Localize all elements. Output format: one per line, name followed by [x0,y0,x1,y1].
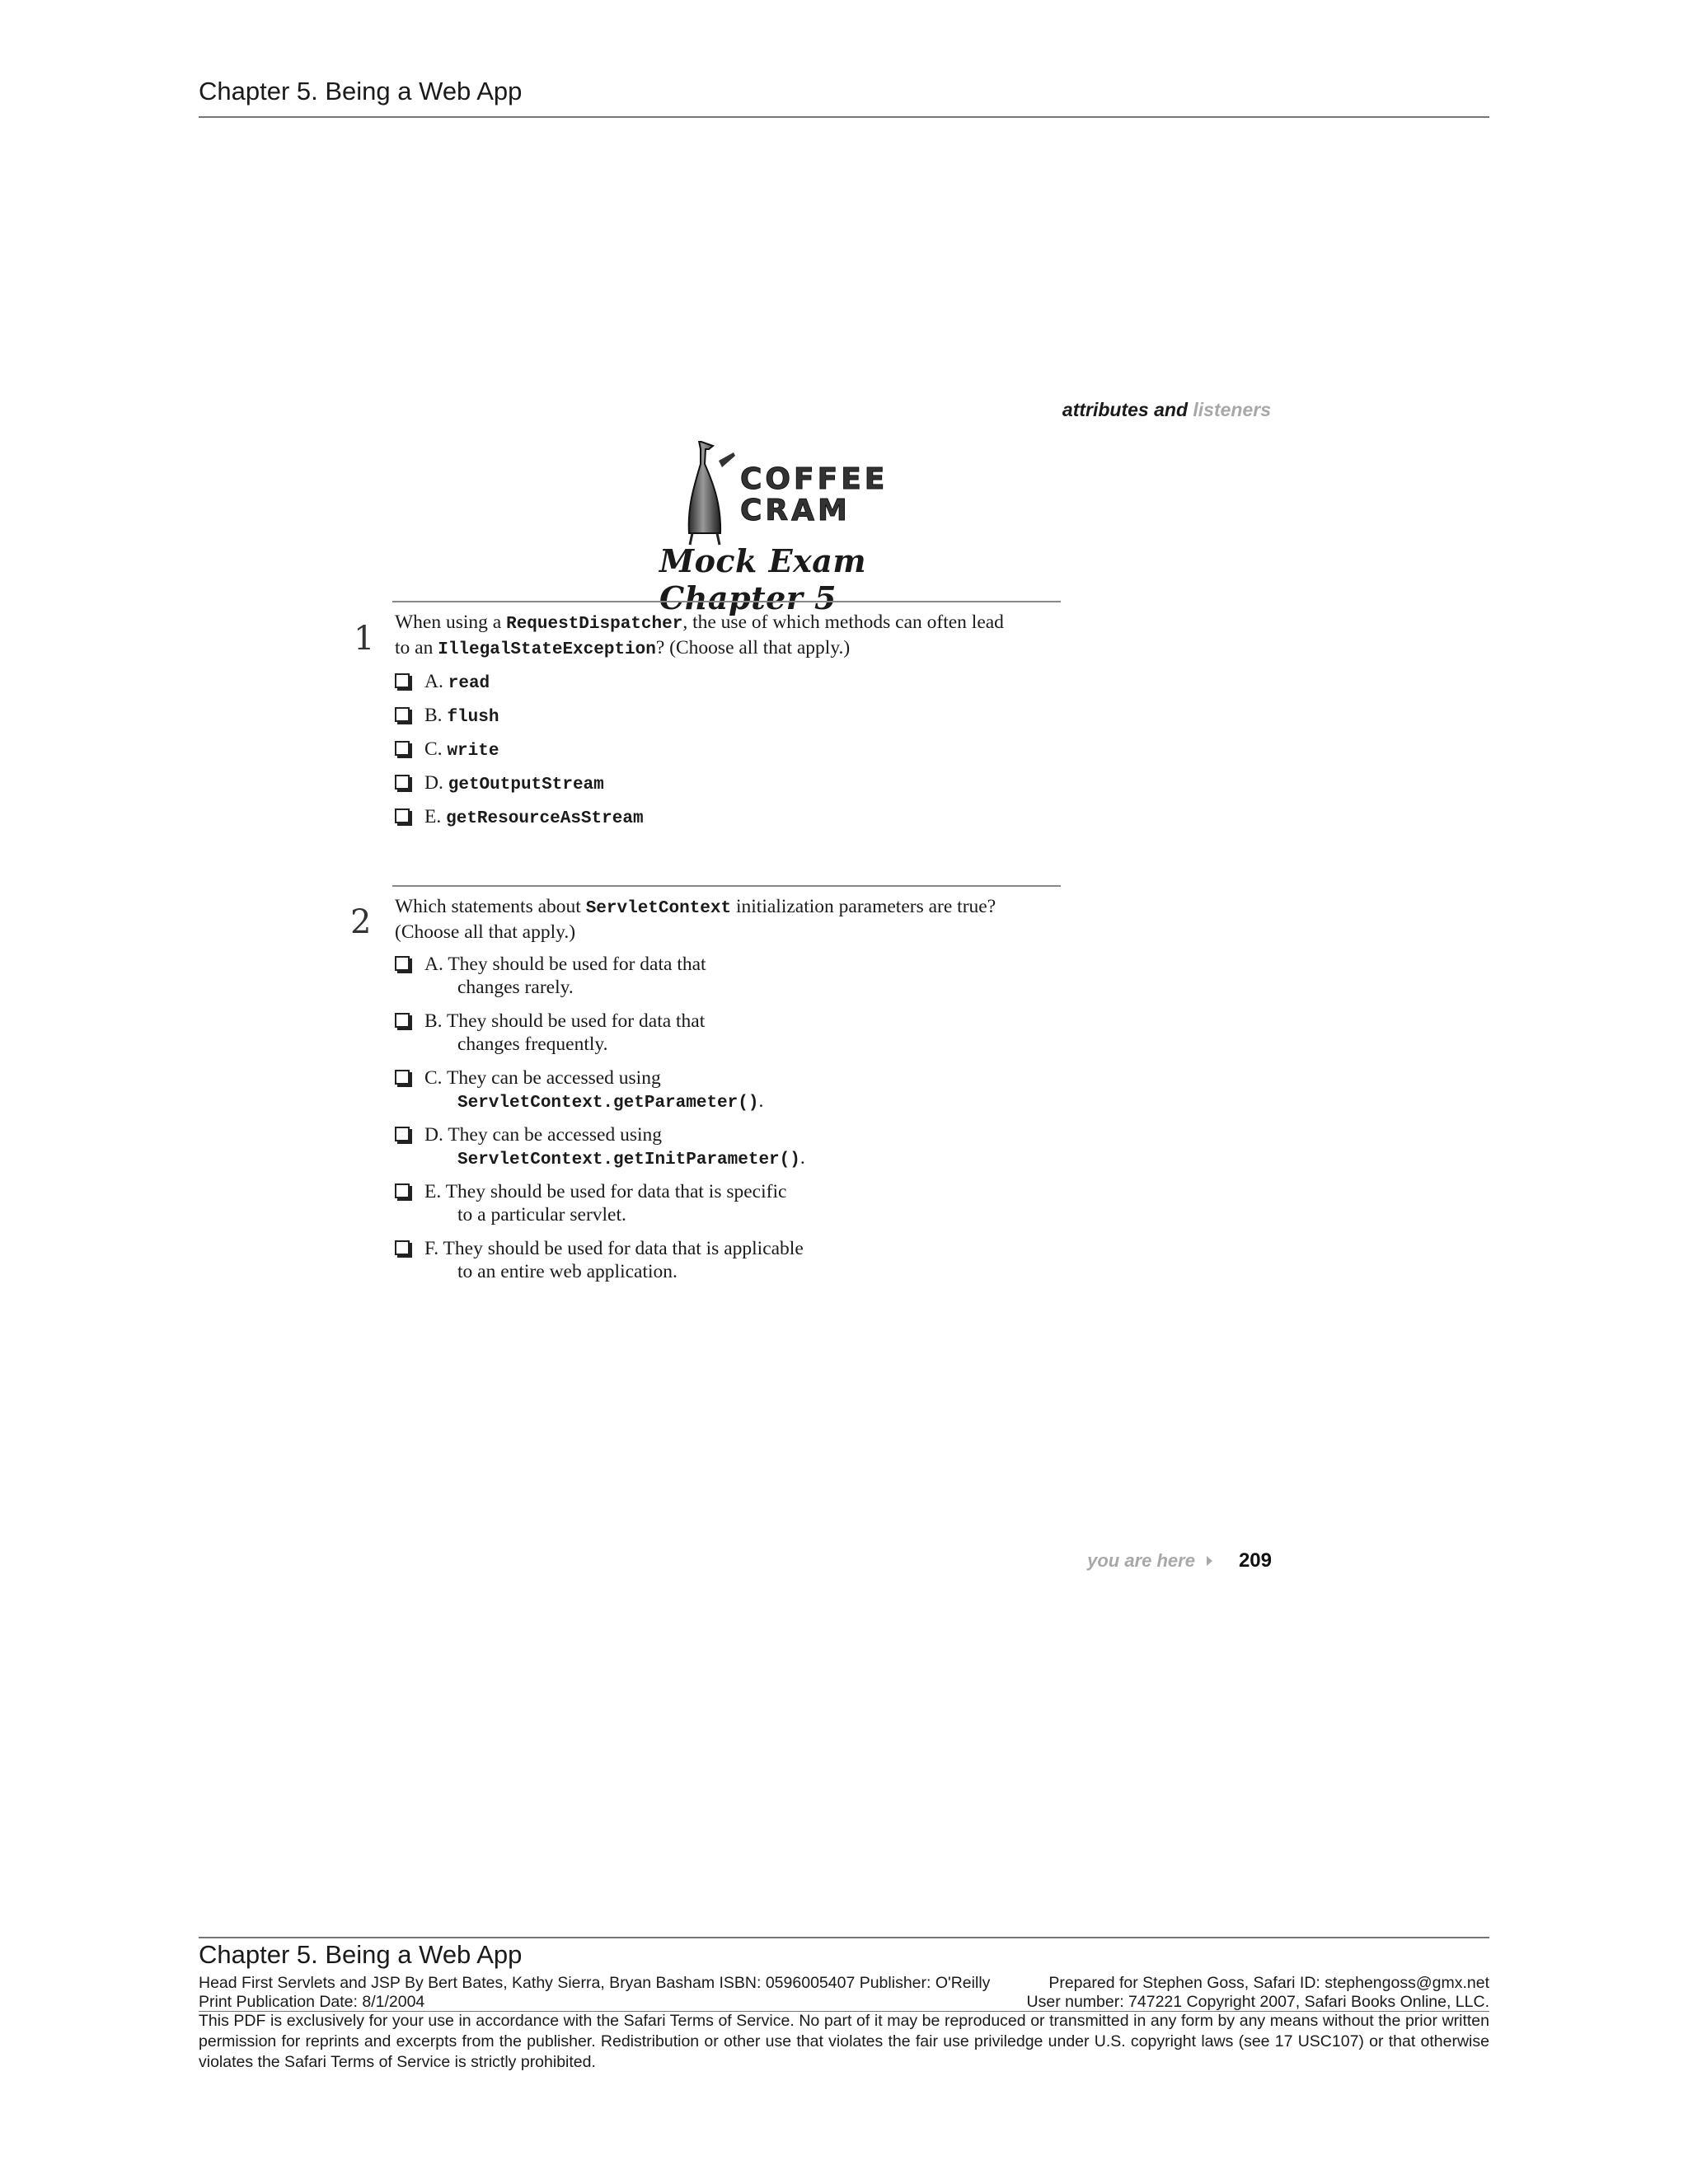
page-footer [1087,1549,1272,1572]
footer-user-info: User number: 747221 Copyright 2007, Safari Books Online, LLC. [1026,1993,1489,2011]
question-1-text: When using a RequestDispatcher, the use of which methods can often lead to an IllegalStateException? (Choose all that apply.) [395,612,1004,659]
q2-option-d[interactable]: D. They can be accessed using ServletContext.getInitParameter(). [395,1123,805,1172]
checkbox[interactable] [395,956,410,971]
checkbox[interactable] [395,1013,410,1028]
q2-option-e[interactable]: E. They should be used for data that is specific to a particular servlet. [395,1180,786,1226]
footer-book-info: Head First Servlets and JSP By Bert Bates, Kathy Sierra, Bryan Basham ISBN: 0596005407 Publisher: O'Reilly [199,1974,991,1992]
arrow-right-icon [1207,1556,1212,1566]
checkbox[interactable] [395,775,410,790]
coffee-pot-icon [689,441,735,545]
checkbox[interactable] [395,707,410,722]
checkbox[interactable] [395,808,410,823]
logo-line2: CRAM [740,494,851,527]
question-1-divider [392,601,1061,602]
question-2-divider [392,885,1061,887]
checkbox[interactable] [395,741,410,756]
question-2-text: Which statements about ServletContext initialization parameters are true? (Choose all that apply.) [395,896,996,943]
q1-option-e[interactable]: E. getResourceAsStream [395,805,644,831]
q2-option-a[interactable]: A. They should be used for data that changes rarely. [395,953,706,999]
q1-option-d[interactable]: D. getOutputStream [395,771,604,797]
q2-option-c[interactable]: C. They can be accessed using ServletContext.getParameter(). [395,1066,763,1115]
checkbox[interactable] [395,1127,410,1141]
running-head-part2: listeners [1193,399,1271,420]
footer-chapter-title: Chapter 5. Being a Web App [199,1940,523,1969]
footer-legal-text: This PDF is exclusively for your use in accordance with the Safari Terms of Service. No part of it may be reproduced or transmitted in any form by any means without the prior written permission for reprints and excerpts from the publisher. Redistribution or other use that violates the fair use priviledge under U.S. copyright laws (see 17 USC107) or that otherwise violates the Safari Terms of Service is strictly prohibited. [199,2012,1489,2071]
checkbox[interactable] [395,1183,410,1198]
running-head-part1: attributes and [1062,399,1188,420]
q2-option-b[interactable]: B. They should be used for data that changes frequently. [395,1010,705,1056]
footer-pub-date: Print Publication Date: 8/1/2004 [199,1993,425,2011]
footer-prepared-for: Prepared for Stephen Goss, Safari ID: stephengoss@gmx.net [1048,1974,1489,1992]
q1-option-c[interactable]: C. write [395,738,499,763]
q1-option-b[interactable]: B. flush [395,704,499,729]
q1-option-a[interactable]: A. read [395,670,490,696]
footer-book-line [199,1974,1489,1993]
checkbox[interactable] [395,673,410,688]
header-divider [199,116,1489,118]
question-1-number: 1 [354,620,375,658]
checkbox[interactable] [395,1240,410,1255]
mock-exam-title: Mock Exam Chapter 5 [659,542,867,616]
coffee-cram-logo [676,441,940,548]
footer-divider [199,1937,1489,1938]
logo-line1: COFFEE [740,462,889,496]
running-head [1062,399,1271,421]
question-2-number: 2 [350,903,372,941]
page-number: 209 [1238,1549,1272,1572]
footer-pub-line [199,1993,1489,2012]
q2-option-f[interactable]: F. They should be used for data that is applicable to an entire web application. [395,1237,804,1283]
checkbox[interactable] [395,1070,410,1085]
you-are-here: you are here [1087,1550,1195,1571]
page-header-title: Chapter 5. Being a Web App [199,77,523,105]
